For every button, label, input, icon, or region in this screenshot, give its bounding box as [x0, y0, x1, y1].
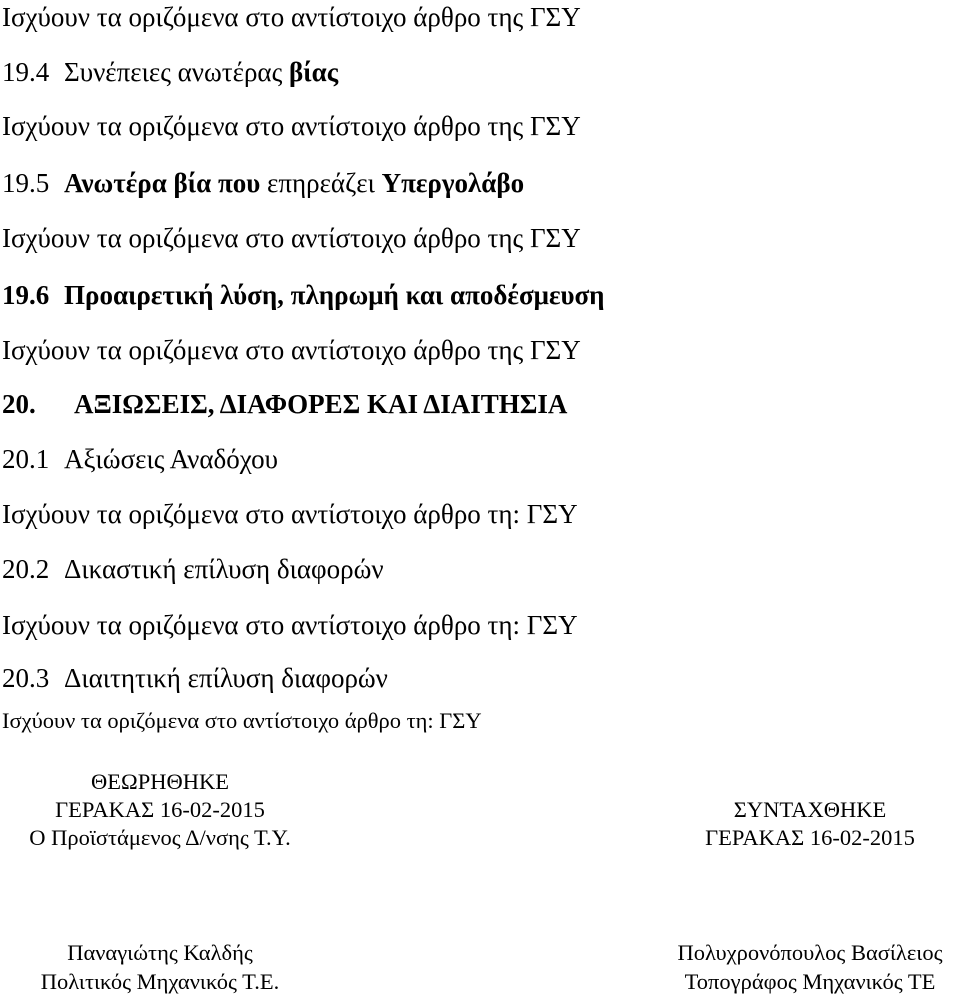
section-heading-19-4 — [2, 56, 338, 88]
approval-status: ΘΕΩΡΗΘΗΚΕ — [91, 769, 229, 794]
section-number: 19.6 — [2, 280, 50, 310]
section-title-bold: Ανωτέρα βία που — [64, 168, 261, 198]
compiled-status: ΣΥΝΤΑΧΘΗΚΕ — [733, 797, 887, 822]
section-number: 19.5 — [2, 168, 50, 198]
body-text: Ισχύουν τα οριζόμενα στο αντίστοιχο άρθρο της ΓΣΥ — [2, 111, 581, 141]
section-title: Προαιρετική λύση, πληρωμή και αποδέσμευση — [64, 280, 605, 310]
body-text: Ισχύουν τα οριζόμενα στο αντίστοιχο άρθρο τη: ΓΣΥ — [2, 708, 482, 733]
section-number: 19.4 — [2, 57, 50, 87]
section-number: 20.1 — [2, 444, 50, 474]
place-date: ΓΕΡΑΚΑΣ 16-02-2015 — [55, 797, 265, 822]
section-heading-20 — [2, 388, 567, 420]
signer-title: Πολιτικός Μηχανικός Τ.Ε. — [40, 969, 280, 994]
signer-role: Ο Προϊστάμενος Δ/νσης Τ.Υ. — [29, 825, 291, 850]
body-text: Ισχύουν τα οριζόμενα στο αντίστοιχο άρθρο τη: ΓΣΥ — [2, 610, 578, 640]
body-text: Ισχύουν τα οριζόμενα στο αντίστοιχο άρθρο της ΓΣΥ — [2, 2, 581, 32]
section-title: Αξιώσεις Αναδόχου — [64, 444, 279, 474]
body-text: Ισχύουν τα οριζόμενα στο αντίστοιχο άρθρο της ΓΣΥ — [2, 223, 581, 253]
body-text: Ισχύουν τα οριζόμενα στο αντίστοιχο άρθρο της ΓΣΥ — [2, 335, 581, 365]
section-number: 20.3 — [2, 663, 50, 693]
signer-title: Τοπογράφος Μηχανικός ΤΕ — [684, 969, 936, 994]
section-heading-19-6 — [2, 279, 605, 311]
section-title: Διαιτητική επίλυση διαφορών — [64, 663, 388, 693]
section-number: 20.2 — [2, 554, 50, 584]
section-heading-20-2 — [2, 553, 384, 585]
section-title-bold: Υπεργολάβο — [381, 168, 525, 198]
place-date: ΓΕΡΑΚΑΣ 16-02-2015 — [705, 825, 915, 850]
section-title-bold: βίας — [289, 57, 339, 87]
section-title: επηρεάζει — [260, 168, 382, 198]
section-number: 20. — [2, 389, 36, 419]
section-title: ΑΞΙΩΣΕΙΣ, ΔΙΑΦΟΡΕΣ ΚΑΙ ΔΙΑΙΤΗΣΙΑ — [74, 389, 568, 419]
section-title: Συνέπειες ανωτέρας — [64, 57, 290, 87]
signer-name: Παναγιώτης Καλδής — [67, 940, 253, 965]
section-heading-19-5 — [2, 167, 524, 199]
body-text: Ισχύουν τα οριζόμενα στο αντίστοιχο άρθρο τη: ΓΣΥ — [2, 499, 578, 529]
section-heading-20-1 — [2, 443, 278, 475]
section-heading-20-3 — [2, 662, 388, 694]
signer-name: Πολυχρονόπουλος Βασίλειος — [677, 940, 943, 965]
section-title: Δικαστική επίλυση διαφορών — [64, 554, 384, 584]
